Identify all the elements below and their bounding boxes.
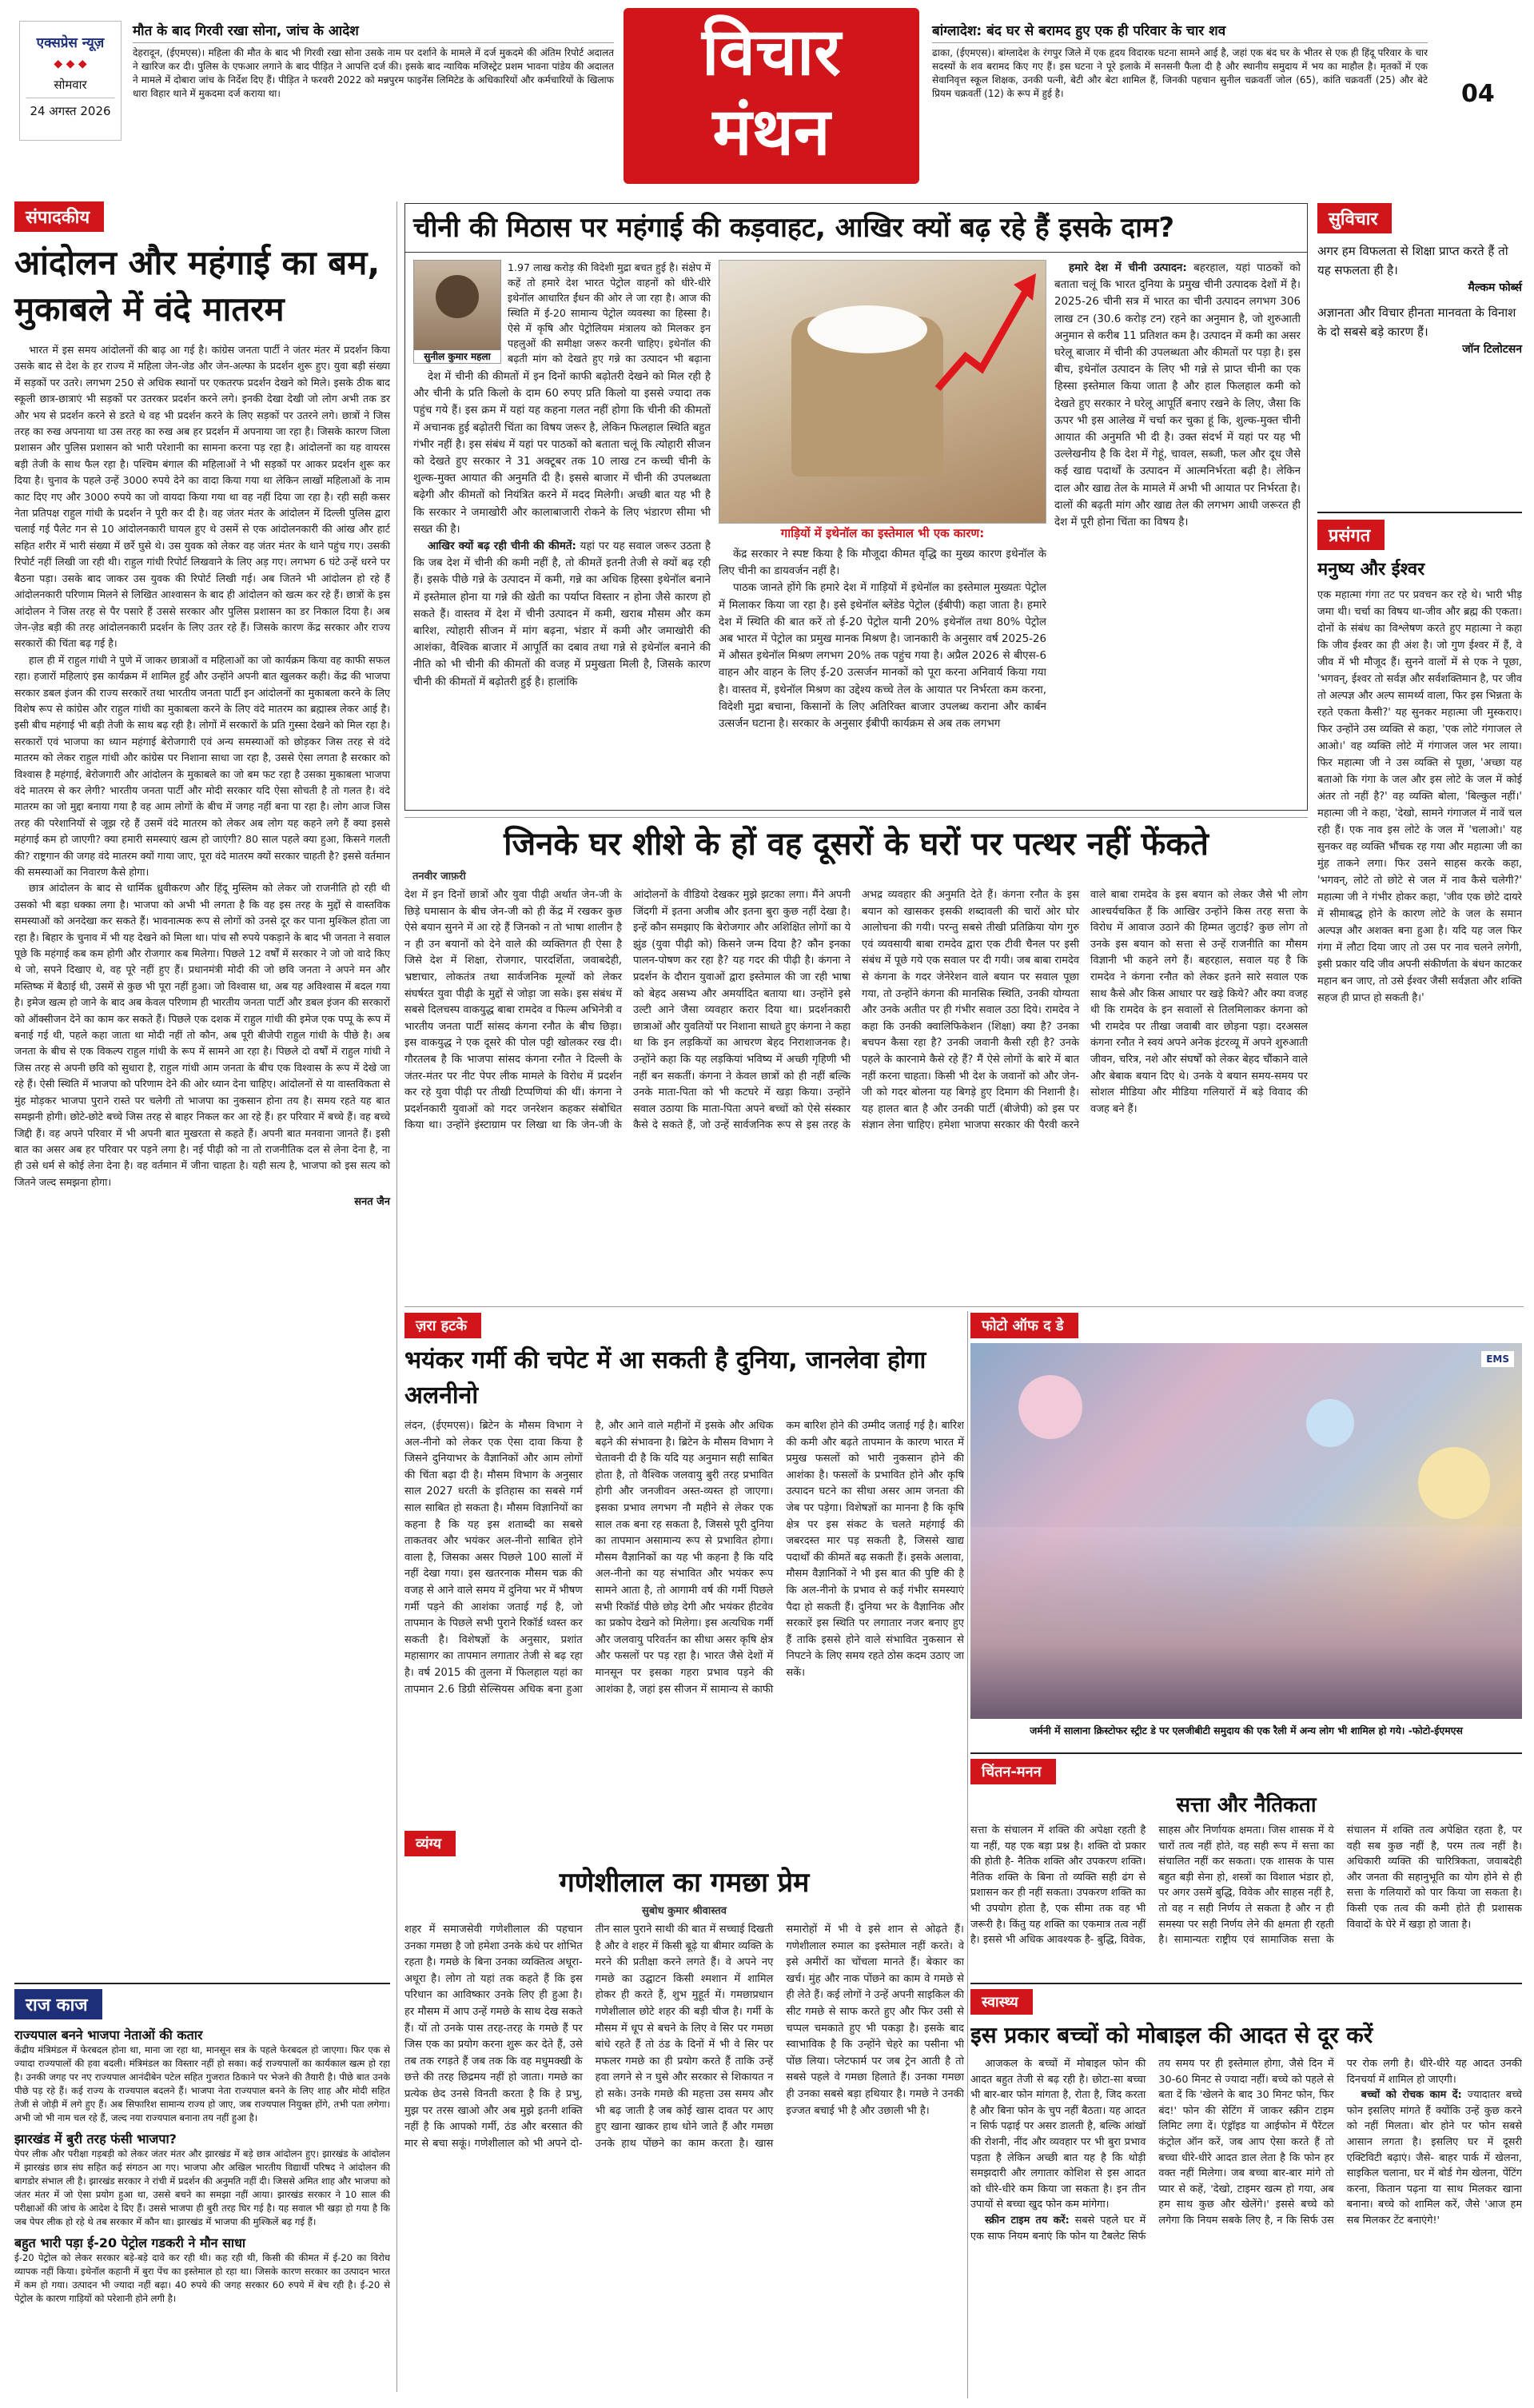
- lead-headline: चीनी की मिठास पर महंगाई की कड़वाहट, आखिर क्यों बढ़ रहे हैं इसके दाम?: [405, 204, 1307, 253]
- suvichar-box: [1317, 203, 1522, 507]
- swasthya-subhead: बच्चों को रोचक काम दें:: [1361, 2089, 1462, 2102]
- rajkaaj-item-text: केंद्रीय मंत्रिमंडल में फेरबदल होना था, माना जा रहा था, मानसून सत्र के पहले फेरबदल हो जाएगा। फिर एक से ज्यादा राज्यपालों की हवा बदली। मंत्रिमंडल का विस्तार नहीं हो सका। कई राज्यपालों का कार्यकाल खत्म हो रहा है। उनकी जगह पर नए राज्यपाल आनंदीबेन पटेल सहित गुजरात ठिकाने पर भेजने की तैयारी है। पीछे बात उनके पीछे पड़ रहे हैं। कई राज्य के राज्यपाल बदलने हैं। भाजपा नेता राज्यपाल बनने के लिए शाह और मोदी सहित तेजी से जोड़ी में लगे हुए हैं। अब सिफारिश सामान्य राज्य हो जाए, जब राज्यपाल नियुक्त होंगे, तभी पता लगेगा। अभी जो भी नाम चल रहे हैं, जल्द नया राज्यपाल बनाना तय नहीं हुआ है।: [14, 2044, 390, 2123]
- editorial-signature: सनत जैन: [354, 1196, 390, 1209]
- lead-text: 1.97 लाख करोड़ की विदेशी मुद्रा बचत हुई है। संक्षेप में कहें तो हमारे देश भारत पेट्रोल वाहनों को धीरे-धीरे इथेनॉल आधारित ईंधन की ओर ले जा रहा है। आज की स्थिति में ई-20 सामान्य पेट्रोल व्यवस्था का हिस्सा है। ऐसे में कृषि और पेट्रोलियम मंत्रालय को मिलकर इन पहलुओं की समीक्षा जरूर करनी चाहिए। इथेनॉल की बढ़ती मांग को देखते हुए गन्ने का उत्पादन भी बढ़ाना: [508, 261, 711, 365]
- chintan-tag: चिंतन-मनन: [970, 1759, 1056, 1784]
- lead-col2: [719, 546, 1046, 805]
- rajkaaj-item: [14, 2130, 390, 2229]
- quote-text: अज्ञानता और विचार हीनता मानवता के विनाश के दो सबसे बड़े कारण हैं।: [1317, 305, 1516, 339]
- swasthya-text: ज्यादातर बच्चे फोन इसलिए मांगते हैं क्योंकि उन्हें कुछ करने को नहीं मिलता। बोर होने पर फोन सबसे आसान लगता है। इसलिए घर में दूसरी एक्टिविटी बढ़ाएं। जैसे- बाहर पार्क में खेलना, साइकिल चलाना, घर में बोर्ड गेम खेलना, पेंटिंग करना, कितान पढ़ना या साथ मिलकर खाना बनाना। बच्चे को शामिल करें, जैसे 'आज हम सब मिलकर टेंट बनाएंगे!': [1346, 2089, 1522, 2227]
- heat-headline: भयंकर गर्मी की चपेट में आ सकती है दुनिया, जानलेवा होगा अलनीनो: [404, 1346, 926, 1409]
- glass-house-story: [404, 822, 1308, 1302]
- rajkaaj-item-title: बहुत भारी पड़ा ई-20 पेट्रोल गडकरी ने मौन साधा: [14, 2235, 246, 2251]
- issue-day: सोमवार: [54, 78, 87, 92]
- lead-text: बहरहाल, यहां पाठकों को बताता चलूं कि भारत दुनिया के प्रमुख चीनी उत्पादक देशों में है। 2025-26 चीनी सत्र में भारत का चीनी उत्पादन लगभग 306 लाख टन (30.6 करोड़ टन) रहने का अनुमान है, जो शुरुआती अनुमान से करीब 11 प्रतिशत कम है। उत्पादन में कमी का असर घरेलू बाजार में चीनी की उपलब्धता और कीमतों पर पड़ा है। इस बीच, इथेनॉल उत्पादन के लिए भी गन्ने से प्राप्त चीनी का एक हिस्सा इस्तेमाल किया जाता है और हाल फिलहाल कमी को देखते हुए सरकार ने घरेलू आपूर्ति बनाए रखने के लिए, जैसा कि ऊपर भी इस आलेख में चर्चा कर चुका हूं कि, शुल्क-मुक्त चीनी आयात की अनुमति भी दी है। उक्त संदर्भ में यहां पर यह भी उल्लेखनीय है कि देश में गेहूं, चावल, सब्जी, फल और दूध जैसे कई खाद्य पदार्थों के उत्पादन में आत्मनिर्भरता बढ़ी है। लेकिन दाल और खाद्य तेल के मामले में अभी भी आयात पर निर्भरता है। दालों की बढ़ती मांग और खाद्य तेल की लगभग आधी जरूरत ही देश में पूरी होना चिंता का विषय है।: [1054, 262, 1301, 529]
- brand-ornament-icon: ◆ ◆ ◆: [54, 58, 87, 70]
- avatar: [436, 275, 479, 318]
- editorial-section: [14, 201, 390, 2048]
- sugar-photo: [719, 260, 1046, 524]
- rajkaaj-item-title: राज्यपाल बनने भाजपा नेताओं की कतार: [14, 2027, 203, 2043]
- vichar-manthan-logo: [624, 8, 919, 184]
- lead-text: यहां पर यह सवाल जरूर उठता है कि जब देश में चीनी की कमी नहीं है, तो कीमतें इतनी तेजी से क्यों बढ़ रही हैं। इसके पीछे गन्ने के उत्पादन में कमी, गन्ने का अधिक हिस्सा इथेनॉल बनाने में इस्तेमाल होना या गन्ने की खेती का पर्याप्त विस्तार न होना जैसे कारण हो सकते हैं। वास्तव में देश में चीनी उत्पादन में कमी, खराब मौसम और कम बारिश, त्योहारी सीजन में मांग बढ़ना, भंडार में कमी और जमाखोरी की आशंका, वैश्विक बाजार में आपूर्ति का दबाव तथा गन्ने से इथेनॉल बनाने की नीति को भी चीनी की कीमतों की वजह में प्रमुखता मिली है, जिसके कारण चीनी की कीमतों में बढ़ोतरी हुई है। हालांकि: [413, 540, 711, 688]
- glass-house-body: देश में इन दिनों छात्रों और युवा पीढ़ी अर्थात जेन-जी के छिड़े घमासान के बीच जेन-जी को ही केंद्र में रखकर कुछ ऐसे बयान सुनने में आ रहे हैं जिनको न तो भाषा शालीन है न ही उन बयानों को देने वाले की व्यक्तिगत ही ऐसा है जिसे देश में शिक्षा, रोजगार, पारदर्शिता, जवाबदेही, भ्रष्टाचार, लोकतंत्र तथा सार्वजनिक मूल्यों को लेकर संघर्षरत युवा पीढ़ी के मुद्दों से जोड़ा जा सके। इस संबंध में सबसे दिलचस्प वाकयुद्ध बाबा रामदेव व फिल्म अभिनेत्री व भारतीय जनता पार्टी सांसद कंगना रनौत के बीच छिड़ा। इस वाकयुद्ध ने एक दूसरे की पोल पट्टी खोलकर रख दी। गौरतलब है कि भाजपा सांसद कंगना रनौत ने दिल्ली के जंतर-मंतर पर नीट पेपर लीक मामले के विरोध में प्रदर्शन कर रहे युवा पीढ़ी पर तीखी टिप्पणियां की थीं। कंगना ने प्रदर्शनकारी युवाओं को गदर जनरेशन कहकर संबोधित किया था। उन्होंने इंस्टाग्राम पर लिखा था कि जेन-जी के आंदोलनों के वीडियो देखकर मुझे झटका लगा। मैंने अपनी जिंदगी में इतना अजीब और इतना बुरा कुछ नहीं देखा है। इन्हें कौन समझाए कि बेरोजगार और अशिक्षित लोगों का ये झुंड (युवा पीढ़ी को) किसने जन्म दिया है? कौन इनका पालन-पोषण कर रहा है? यह गदर की पीढ़ी है। कंगना ने प्रदर्शन के दौरान युवाओं द्वारा इस्तेमाल की जा रही भाषा को बेहद असभ्य और अमर्यादित बताया था। उन्होंने इसे उल्टी आने जैसा व्यवहार करार दिया था। प्रदर्शनकारी छात्राओं और युवतियों पर निशाना साधते हुए कंगना ने कहा था कि इन लड़कियों का आचरण बेहद निराशाजनक है। उन्होंने कहा कि यह लड़कियां भविष्य में अच्छी गृहिणी भी नहीं बन सकतीं। कंगना ने केवल छात्रों को ही नहीं बल्कि उनके माता-पिता को भी कटघरे में खड़ा किया। उन्होंने सवाल उठाया कि माता-पिता अपने बच्चों को ऐसे संस्कार कैसे दे सकते हैं, जो उन्हें सार्वजनिक रूप से इस तरह के अभद्र व्यवहार की अनुमति देते हैं। कंगना रनौत के इस बयान को खासकर इसकी शब्दावली की चारों ओर घोर आलोचना की गयी। परन्तु सबसे तीखी प्रतिक्रिया योग गुरु एवं व्यवसायी बाबा रामदेव द्वारा एक टीवी चैनल पर इसी संबंध में पूछे गये एक सवाल पर दी गयी। जब बाबा रामदेव से कंगना के गदर जेनेरेशन वाले बयान पर सवाल पूछा गया, तो उन्होंने कंगना की मानसिक स्थिति, उनकी योग्यता और उनके अतीत पर ही गंभीर सवाल उठा दिये। रामदेव ने कहा कि उनकी क्वालिफिकेशन (शिक्षा) क्या है? उनका बचपन कैसा रहा है? उनकी जवानी कैसी रही है? उनके पहले के कारनामे कैसे रहे हैं? मैं ऐसे लोगों के बारे में बात नहीं करना चाहता। किसी भी देश के जवानों को और जेन-जी को गदर बोलना यह बिगड़े हुए दिमाग की निशानी है। यह हालत बात है और उनकी पार्टी (बीजेपी) को इस पर संज्ञान लेना चाहिए। हमेशा भाजपा सरकार की पैरवी करने वाले बाबा रामदेव के इस बयान को लेकर जैसे भी लोग आश्चर्यचकित हैं कि आखिर उन्होंने किस तरह सत्ता के विरोध में आवाज उठाने की हिम्मत जुटाई? कुछ लोग तो उनके इस बयान को सत्ता से उन्हें राजनीति का मौसम विज्ञानी भी कहने लगे हैं। बहरहाल, सवाल यह है कि रामदेव ने कंगना रनौत को लेकर इतने सारे सवाल एक साथ कैसे और किस आधार पर खड़े किये? और क्या वजह थी कि रामदेव के इन सवालों से तिलमिलाकर कंगना को भी रामदेव पर तीखा जवाबी वार छोड़ना पड़ा। दरअसल कंगना रनौत ने स्वयं अपने अनेक इंटरव्यू में अपने शुरुआती जीवन, चरित्र, नशे और संघर्षों को लेकर बेहद चौंकाने वाले और बेबाक बयान दिए थे। उनके ये बयान समय-समय पर सोशल मीडिया और मीडिया गलियारों में बड़े विवाद की वजह बने हैं।: [404, 889, 1308, 1132]
- section-divider: [404, 817, 1308, 818]
- swasthya-paragraph: आजकल के बच्चों में मोबाइल फोन की आदत बहुत तेजी से बढ़ रही है। छोटा-सा बच्चा भी बार-बार फोन मांगता है, रोता है, जिद करता है और बिना फोन के चुप नहीं बैठता। यह आदत न सिर्फ पढ़ाई पर असर डालती है, बल्कि आंखों की रोशनी, नींद और व्यवहार पर भी बुरा प्रभाव पड़ता है लेकिन अच्छी बात यह है कि थोड़ी समझदारी और लगातार कोशिश से इस आदत को धीरे-धीरे कम किया जा सकता है। इन तीन उपायों से बच्चा खुद फोन कम मांगेगा।: [970, 2058, 1146, 2211]
- heat-body: लंदन, (ईएमएस)। ब्रिटेन के मौसम विभाग ने अल-नीनो को लेकर एक ऐसा दावा किया है जिसने दुनियाभर के वैज्ञानिकों और आम लोगों की चिंता बढ़ा दी है। मौसम विभाग के अनुसार साल 2027 धरती के इतिहास का सबसे गर्म साल साबित हो सकता है। मौसम विज्ञानियों का कहना है कि यह इस शताब्दी का सबसे ताकतवर और भयंकर अल-नीनो साबित होने वाला है, जिसका असर पिछले 100 सालों में नहीं देखा गया। इस खतरनाक मौसम चक्र की वजह से आने वाले समय में दुनिया भर में भीषण गर्मी पड़ने की आशंका जताई गई है, जो तापमान के पिछले सभी पुराने रिकॉर्ड ध्वस्त कर सकती है। विशेषज्ञों के अनुसार, प्रशांत महासागर का तापमान लगातार तेजी से बढ़ रहा है। वर्ष 2015 की तुलना में फिलहाल यहां का तापमान 2.6 डिग्री सेल्सियस अधिक बना हुआ है, और आने वाले महीनों में इसके और अधिक बढ़ने की संभावना है। ब्रिटेन के मौसम विभाग ने चेतावनी दी है कि यदि यह अनुमान सही साबित होता है, तो वैश्विक जलवायु बुरी तरह प्रभावित होगी और जनजीवन अस्त-व्यस्त हो जाएगा। इसका प्रभाव लगभग नौ महीने से लेकर एक साल तक बना रह सकता है, जिससे पूरी दुनिया का तापमान असामान्य रूप से प्रभावित होगा। मौसम वैज्ञानिकों का यह भी कहना है कि यदि अल-नीनो का यह संभावित और भयंकर रूप सामने आता है, तो आगामी वर्ष की गर्मी पिछले सभी रिकॉर्ड पीछे छोड़ देगी और भयंकर हीटवेव का प्रकोप देखने को मिलेगा। इस अत्यधिक गर्मी और जलवायु परिवर्तन का सीधा असर कृषि क्षेत्र और फसलों पर पड़ रहा है। भारत जैसे देशों में मानसून पर इसका गहरा प्रभाव पड़ने की आशंका है, जहां इस सीजन में सामान्य से काफी कम बारिश होने की उम्मीद जताई गई है। बारिश की कमी और बढ़ते तापमान के कारण भारत में प्रमुख फसलों को भारी नुकसान होने की आशंका है। फसलों के प्रभावित होने और कृषि उत्पादन घटने का सीधा असर आम जनता की जेब पर पड़ेगा। विशेषज्ञों का मानना है कि कृषि क्षेत्र पर इस संकट के चलते महंगाई की जबरदस्त मार पड़ सकती है, जिससे खाद्य पदार्थों की कीमतें बढ़ सकती हैं। इसके अलावा, मौसम वैज्ञानिकों ने भी इस बात की पुष्टि की है कि अल-नीनो के प्रभाव से कई गंभीर समस्याएं पैदा हो सकती हैं। दुनिया भर के वैज्ञानिक और सरकारें इस स्थिति पर लगातार नजर बनाए हुए हैं ताकि इससे होने वाले संभावित नुकसान से निपटने के लिए समय रहते ठोस कदम उठाए जा सकें।: [404, 1420, 964, 1696]
- right-brief-text: ढाका, (ईएमएस)। बांग्लादेश के रंगपुर जिले में एक हृदय विदारक घटना सामने आई है, जहां एक बंद घर के भीतर से एक ही हिंदू परिवार के चार सदस्यों के शव बरामद किए गए हैं। इस घटना ने पूरे इलाके में सनसनी फैला दी है और स्थानीय समुदाय में भय का माहौल है। मृतकों में एक सेवानिवृत्त स्कूल शिक्षक, उनकी पत्नी, बेटी और बेटा शामिल हैं, जिनकी पहचान सुनील चक्रवर्ती जोल (65), कांति चक्रवर्ती (25) और बेटे प्रियम चक्रवर्ती (12) के रूप में हुई है।: [932, 47, 1428, 99]
- left-brief-title: मौत के बाद गिरवी रखा सोना, जांच के आदेश: [133, 21, 614, 43]
- prasang-body: एक महात्मा गंगा तट पर प्रवचन कर रहे थे। भारी भीड़ जमा थी। चर्चा का विषय था-जीव और ब्रह्म की एकता। दोनों के संबंध का विश्लेषण करते हुए महात्मा ने कहा कि जीव ईश्वर का ही अंश है। जो गुण ईश्वर में हैं, वे जीव में भी मौजूद हैं। सुनने वालों में से एक ने पूछा, 'भगवन्, ईश्वर तो सर्वज्ञ और सर्वशक्तिमान है, पर जीव तो अल्पज्ञ और अल्प सामर्थ्य वाला, फिर इस भिन्नता के रहते एकता कैसी?' यह सुनकर महात्मा जी मुस्कराए। फिर उन्होंने उस व्यक्ति से कहा, 'एक लोटे गंगाजल ले आओ।' वह व्यक्ति लोटे में गंगाजल जल भर लाया। फिर महात्मा जी ने उस व्यक्ति से पूछा, 'अच्छा यह बताओ कि गंगा के जल और इस लोटे के जल में कोई अंतर तो नहीं है?' वह व्यक्ति बोला, 'बिल्कुल नहीं।' महात्मा जी ने कहा, 'देखो, सामने गंगाजल में नावें चल रही हैं। एक नाव इस लोटे के जल में 'चलाओ।' यह सुनकर वह व्यक्ति भौंचक रह गया और महात्मा जी का मुंह ताकने लगा। फिर उसने साहस करके कहा, 'भगवन्, लोटे तो छोटे से जल में नाव कैसे चलेगी?' महात्मा जी ने गंभीर होकर कहा, 'जीव एक छोटे दायरे में सीमाबद्ध होने के कारण लोटे के जल के समान अल्पज्ञ और अशक्त बना हुआ है। यदि यह जल फिर गंगा में लौटा दिया जाए तो उस पर नाव चलने लगेगी, इसी प्रकार यदि जीव अपनी संकीर्णता के बंधन काटकर महान बन जाए, तो उसे ईश्वर जैसी सर्वज्ञता और शक्ति सहज ही प्राप्त हो सकती है।': [1317, 589, 1522, 1004]
- glass-house-author: तनवीर जाफ़री: [412, 871, 466, 883]
- balloon-shape: [1306, 1399, 1354, 1447]
- chintan-headline: सत्ता और नैतिकता: [1176, 1793, 1317, 1817]
- editorial-body: [14, 342, 390, 1190]
- photo-caption: गाड़ियों में इथेनॉल का इस्तेमाल भी एक कारण:: [780, 526, 985, 540]
- gamchha-headline: गणेशीलाल का गमछा प्रेम: [559, 1867, 810, 1899]
- lead-col1-top: [508, 260, 711, 365]
- swasthya-paragraph: [1347, 2087, 1522, 2228]
- logo-line1: विचार: [702, 14, 841, 90]
- right-brief: [932, 21, 1428, 147]
- quote-author: जॉन टिलोटसन: [1462, 343, 1522, 356]
- swasthya-text: सबसे पहले घर में एक साफ नियम बनाएं कि फोन या टैबलेट सिर्फ तय समय पर ही इस्तेमाल होगा, जैसे दिन में 30-60 मिनट से ज्यादा नहीं। बच्चे को पहले से बता दें कि 'खेलने के बाद 30 मिनट फोन, फिर बंद!' फोन की सेटिंग में जाकर स्क्रीन टाइम लिमिट लगा दें। एंड्रॉइड या आईफोन में पैरेंटल कंट्रोल ऑन करें, जब आप ऐसा करते हैं तो बच्चा धीरे-धीरे आदत डाल लेता है कि फोन हर वक्त नहीं मिलेगा। जब बच्चा बार-बार मांगे तो प्यार से कहें, 'देखो, टाइमर खत्म हो गया, अब हम साथ कुछ और खेलेंगे।' इससे बच्चे को लगेगा कि नियम सबके लिए है, न कि सिर्फ उस पर रोक लगी है। धीरे-धीरे यह आदत उनकी दिनचर्या में शामिल हो जाएगी।: [970, 2058, 1522, 2243]
- swasthya-section: [970, 1983, 1522, 2398]
- editorial-tag: संपादकीय: [14, 201, 104, 232]
- photo-caption: जर्मनी में सालाना क्रिस्टोफर स्ट्रीट डे पर एलजीबीटी समुदाय की एक रैली में अन्य लोग भी शामिल हो गये। -फोटो-ईएमएस: [1030, 1724, 1463, 1736]
- lead-paragraph: पाठक जानते होंगे कि हमारे देश में गाड़ियों में इथेनॉल का इस्तेमाल मुख्यतः पेट्रोल में मिलाकर किया जा रहा है। इसे इथेनॉल ब्लेंडेड पेट्रोल (ईबीपी) कहा जाता है। हमारे देश में स्थिति की बात करें तो ई-20 पेट्रोल यानी 20% इथेनॉल तथा 80% पेट्रोल अब भारत में पेट्रोल का प्रमुख मानक मिश्रण है। जानकारी के अनुसार वर्ष 2025-26 में औसत इथेनॉल मिश्रण लगभग 20% तक पहुंच गया है। अप्रैल 2026 से बीएस-6 वाहन और वाहन के लिए ई-20 उत्सर्जन मानकों को पूरा करना अनिवार्य किया गया है। वास्तव में, इथेनॉल मिश्रण का उद्देश्य कच्चे तेल के आयात पर निर्भरता कम करना, विदेशी मुद्रा बचाना, किसानों के लिए अतिरिक्त बाजार उपलब्ध कराना और कार्बन उत्सर्जन घटाना है। सरकार के अनुसार ईबीपी कार्यक्रम से अब तक लगभग: [719, 582, 1046, 731]
- masthead: [0, 0, 1534, 200]
- glass-house-headline: जिनके घर शीशे के हों वह दूसरों के घरों पर पत्थर नहीं फेंकते: [504, 826, 1209, 863]
- issue-date: 24 अगस्त 2026: [26, 98, 114, 119]
- author-name-tag: सुनील कुमार महला: [414, 350, 500, 363]
- quote-text: अगर हम विफलता से शिक्षा प्राप्त करते हैं तो यह सफलता ही है।: [1317, 244, 1508, 277]
- rajkaaj-tag: राज काज: [14, 1989, 102, 2019]
- author-photo: [413, 260, 501, 364]
- photo-of-day: [970, 1313, 1522, 1744]
- balloon-shape: [1418, 1447, 1490, 1519]
- prasang-tag: प्रसंगत: [1317, 520, 1385, 550]
- crowd-shape: [970, 1527, 1522, 1719]
- editorial-paragraph: भारत में इस समय आंदोलनों की बाढ़ आ गई है। कांग्रेस जनता पार्टी ने जंतर मंतर में प्रदर्शन किया उसके बाद से देश के हर राज्य में महिला जेन-जेड और जेन-अल्फा के प्रदर्शन शुरू हुए। युवा बड़ी संख्या में सड़कों पर उतरे। लगभग 250 से अधिक स्थानों पर एकतरफ प्रदर्शन देखने को मिले। इसके ठीक बाद स्कूली छात्र-छात्राएं भी सड़कों पर उतरकर प्रदर्शन करने लगे। इनकी देखा देखी जो लोग अभी तक डर और भय से प्रदर्शन करने से डरते थे वह भी प्रदर्शन करने के लिए सड़कों पर उतरने लगे। छात्रों ने जिस तरह का रुख अपनाया था उस तरह का रुख अब हर प्रदर्शन में अपनाया जा रहा है। जिसके कारण जिला प्रशासन और पुलिस प्रशासन को भारी परेशानी का सामना करना पड़ रहा है। आंदोलनों का यह वायरस बड़ी तेजी के साथ फैल रहा है। पश्चिम बंगाल की महिलाओं ने भी सड़कों पर आकर प्रदर्शन शुरू कर दिया है। चुनाव के पहले उन्हें 3000 रुपये देने का वादा किया गया था लेकिन लाखों महिलाओं के नाम काट दिए गए और 3000 रुपये का जो वायदा किया गया था वह नहीं दिया जा रहा है। रही सही कसर नेता प्रतिपक्ष राहुल गांधी के प्रदर्शन ने पूरी कर दी है। वह जंतर मंतर के आंदोलन में दिल्ली पुलिस द्वारा चलाई गई पैलेट गन से 10 आंदोलनकारी घायल हुए थे उसमें से एक आंदोलनकारी की आंख और हार्ट सहित शरीर में भारी संख्या में छर्रे घुसे थे। उस युवक को लेकर वह जंतर मंतर के थाने पहुंच गए। उसकी रिपोर्ट नहीं लिखी जा रही थी। राहुल गांधी रिपोर्ट लिखवाने के लिए अड़ गए। लगभग 6 घंटे उन्हें धरने पर बैठना पड़ा। उसके बाद जाकर उस युवक की रिपोर्ट लिखी गई। अब जितने भी आंदोलन हो रहे हैं आंदोलनकारी परिणाम मिलने से लिखित आश्वासन के बाद ही आंदोलन को खत्म कर रहे हैं। छात्रों के इस आंदोलन ने जिस तरह से पैर पसारे हैं उससे सरकार और पुलिस प्रशासन का डर निकाल दिया है। अब जेन-ज़ेड बड़ी की तरह आंदोलनकारी प्रदर्शन के लिए उतर रहे हैं। जिसके कारण केंद्र सरकार और राज्य सरकारों की चिंता बढ़ गई है।: [14, 344, 390, 650]
- column-divider: [396, 201, 397, 2392]
- swasthya-headline: इस प्रकार बच्चों को मोबाइल की आदत से दूर करें: [970, 2022, 1373, 2048]
- lead-col3: [1054, 260, 1301, 805]
- rajkaaj-item: [14, 2026, 390, 2125]
- brand-box: [19, 21, 122, 141]
- brand-name: एक्सप्रेस न्यूज़: [36, 35, 105, 51]
- left-brief-text: देहरादून, (ईएमएस)। महिला की मौत के बाद भी गिरवी रखा सोना उसके नाम पर दर्शाने के मामले में दर्ज मुकदमे की अंतिम रिपोर्ट अदालत ने खारिज कर दी। पुलिस के एफआर लगाने के बाद पीड़ित ने आपत्ति दर्ज की। इसके बाद न्यायिक मजिस्ट्रेट प्रशम भावना पांडेय की अदालत ने मामले में दोबारा जांच के निर्देश दिए हैं। पीड़ित ने फरवरी 2022 को मन्नपुरम फाइनेंस लिमिटेड के अधिकारियों और कर्मचारियों के खिलाफ धारा विहार थाने में मुकदमा दर्ज कराया था।: [133, 47, 614, 99]
- heat-story: [404, 1313, 964, 1824]
- column-divider: [967, 1311, 968, 2398]
- lead-subhead: हमारे देश में चीनी उत्पादन:: [1069, 262, 1187, 274]
- gamchha-tag: व्यंग्य: [404, 1831, 456, 1856]
- lead-subhead: आखिर क्यों बढ़ रही चीनी की कीमतें:: [428, 540, 576, 553]
- balloon-shape: [1018, 1375, 1082, 1439]
- rajkaaj-item-text: ई-20 पेट्रोल को लेकर सरकार बड़े-बड़े दावे कर रही थी। कह रही थी, किसी की कीमत में ई-20 का विरोध व्यापक नहीं किया। इथेनॉल कहानी में बुरा पेंच का इस्तेमाल हो रहा था। जिसके कारण सरकार का उत्पादन भारत में कम हो गया। उत्पादन भी ज्यादा नहीं बढ़ा। 40 रुपये की जगह सरकार 60 रुपये में बेच रही है। ई-20 से पेट्रोल के कारण गाड़ियों को परेशानी होने लगी है।: [14, 2252, 390, 2304]
- ems-badge: EMS: [1481, 1351, 1514, 1367]
- editorial-headline: आंदोलन और महंगाई का बम, मुकाबले में वंदे मातरम: [14, 243, 381, 329]
- quote-author: मैल्कम फोर्ब्स: [1468, 281, 1522, 294]
- parade-photo: [970, 1343, 1522, 1719]
- chintan-body: सत्ता के संचालन में शक्ति की अपेक्षा रहती है या नहीं, यह एक बड़ा प्रश्न है। शक्ति दो प्रकार की होती है- नैतिक शक्ति और उपकरण शक्ति। नैतिक शक्ति के बिना तो व्यक्ति सही ढंग से प्रशासन कर ही नहीं सकता। उपकरण शक्ति का भी उपयोग होता है, एक सीमा तक वह भी जरूरी है। किंतु यह शक्ति का एकमात्र तत्व नहीं है। इससे भी अधिक आवश्यक है- बुद्धि, विवेक, साहस और निर्णायक क्षमता। जिस शासक में ये चारों तत्व नहीं होते, वह सही रूप में सत्ता का संचालित नहीं कर सकता। एक शासक के पास बहुत बड़ी सेना हो, शस्त्रों का विशाल भंडार हो, पर अगर उसमें बुद्धि, विवेक और साहस नहीं है, तो वह न सही निर्णय ले सकता है और न ही समस्या पर सही निर्णय लेने की क्षमता ही रहती है। सामान्यतः राष्ट्रीय एवं सामाजिक सत्ता के संचालन में शक्ति तत्व अपेक्षित रहता है, पर वही सब कुछ नहीं है, परम तत्व नहीं है। अधिकारी व्यक्ति की चारित्रिकता, जवाबदेही और जनता की सहानुभूति का योग होने से ही सत्ता के गलियारों को पार किया जा सकता है। किसी एक तत्व की कमी होते ही प्रशासक विवादों के घेरे में खड़ा हो जाता है।: [970, 1824, 1522, 1947]
- rajkaaj-item-text: पेपर लीक और परीक्षा गड़बड़ी को लेकर जंतर मंतर और झारखंड में बड़े छात्र आंदोलन हुए। झारखंड के आंदोलन में झारखंड छात्र संघ सहित कई संगठन आ गए। भाजपा और अखिल भारतीय विद्यार्थी परिषद ने आंदोलन की बागडोर संभाल ली है। झारखंड सरकार ने रांची में प्रदर्शन की अनुमति नहीं दी। जिससे अमित शाह और भाजपा को जंतर मंतर में जो ऐसा प्रयोग हुआ था, उससे बचने का समझा नहीं आया। झारखंड सरकार ने 10 साल की परीक्षाओं की जांच के आदेश दे दिए हैं। उससे भाजपा ही बुरी तरह घिर गई है। यह सवाल भी खड़ा हो गया है कि जब पेपर लीक हो रहे थे तब सरकार में कौन था। झारखंड में भाजपा की मुश्किलें बढ़ गई हैं।: [14, 2148, 390, 2227]
- editorial-paragraph: छात्र आंदोलन के बाद से धार्मिक ध्रुवीकरण और हिंदू मुस्लिम को लेकर जो राजनीति हो रही थी उसको भी बड़ा धक्का लगा है। भाजपा को अभी भी लगता है कि वह इस तरह के मुद्दों से वास्तविक समस्याओं को अनदेखा कर सकते हैं। भावनात्मक रूप से लोगों को उनसे दूर कर पाना मुश्किल होता जा रहा है। बिहार के चुनाव में भी यह देखने को मिला था। पांच सौ रुपये पकड़ाने के बाद भी जनता ने सवाल पूछे कि महंगाई कब कम होगी और रोजगार कब मिलेगा। पिछले 12 वर्षों में सरकार ने जो जो वादे किए थे जो, सपने दिखाए थे, वह पूरे नहीं हुए हैं। प्रधानमंत्री मोदी की जो छवि जनता ने अपने मन और मस्तिष्क में बैठाई थी, उसमें से कुछ भी पूरा नहीं हुआ। जो विश्वास था, अब यह अविश्वास में बदल गया है। इमेज खत्म हो जाने के बाद अब केवल परिणाम ही भारतीय जनता पार्टी और डबल इंजन की सरकारों को ऑक्सीजन देने का काम कर सकते हैं। पिछले एक दशक में राहुल गांधी की इमेज एक पप्पू के रूप में बनाई गई थी, पहले कहा जाता था मोदी नहीं तो कौन, अब पूरी बीजेपी राहुल गांधी के पीछे है। अब जनता के बीच से एक विकल्प राहुल गांधी के रूप में सामने आ रहा है। पिछले दो वर्षों में राहुल गांधी ने जिस तरह से अपनी छवि को सुधारा है, राहुल गांधी आम जनता के बीच एक विश्वास के रूप में देखे जा रहे हैं। ऐसी स्थिति में भाजपा को परिणाम देने की ओर ध्यान देना चाहिए। आंदोलनों से या वास्तविकता से मुंह मोड़कर भाजपा पुराने रास्ते पर चलेगी तो भाजपा का नुकसान होना तय है। समय रहते यह बात समझनी होगी। छोटे-छोटे बच्चे जिस तरह से बाहर निकल कर आ रहे हैं। हर परिवार में बच्चे हैं। वह बच्चे जिद्दी हैं। वह अपने परिवार में भी अपनी बात मुखरता से कहते हैं। अपनी बात मनवाना जानते हैं। इसी बात का असर अब हर परिवार पर पड़ने लगा है। नई पीढ़ी को ना तो राजनीतिक दल से लेना देना है, ना ही उसे धर्म से कोई लेना देना है। वह वर्तमान में जीना चाहता है। यही सत्य है, भाजपा को इस सत्य को जितने जल्द समझना होगा।: [14, 882, 390, 1188]
- rising-arrow-icon: [934, 269, 1038, 397]
- lead-paragraph: देश में चीनी की कीमतों में इन दिनों काफी बढ़ोतरी देखने को मिल रही है और चीनी के प्रति किलो के दाम 60 रुपए प्रति किलो या इससे ज्यादा तक पहुंच गये हैं। इस क्रम में यहां यह कहना गलत नहीं होगा कि चीनी की कीमतों में अचानक हुई बढ़ोतरी चिंता का विषय जरूर है, लेकिन फिलहाल स्थिति बहुत गंभीर नहीं है। इस संबंध में यहां पर पाठकों को बताता चलूं कि त्योहारी सीजन को देखते हुए सरकार ने 31 अक्टूबर तक 10 लाख टन कच्ची चीनी के शुल्क-मुक्त आयात की अनुमति दी है। इससे बाजार में चीनी की उपलब्धता बढ़ेगी और कीमतों को नियंत्रित करने में मदद मिलेगी। अच्छी बात यह भी है कि सरकार ने जमाखोरी और कालाबाजारी रोकने के लिए भंडारण सीमा भी सख्त की है।: [413, 371, 711, 536]
- lead-story: [404, 203, 1308, 811]
- chintan-section: [970, 1752, 1522, 1976]
- swasthya-tag: स्वास्थ्य: [970, 1989, 1033, 2015]
- logo-line2: मंथन: [712, 94, 831, 170]
- rajkaaj-section: [14, 1983, 390, 2398]
- gamchha-story: [404, 1831, 964, 2398]
- section-divider: [404, 1306, 1524, 1307]
- page-number: 04: [1461, 80, 1495, 108]
- gamchha-body: शहर में समाजसेवी गणेशीलाल की पहचान उनका गमछा है जो हमेशा उनके कंधे पर शोभित रहता है। गमछे के बिना उनका व्यक्तित्व अधूरा-अधूरा है। लोग तो यहां तक कहते हैं कि इस परिधान का आविष्कार उनके लिए ही हुआ है। हर मौसम में आप उन्हें गमछे के साथ देख सकते हैं। यों तो उनके पास तरह-तरह के गमछे हैं पर जिस एक का प्रयोग करना शुरू कर देते हैं, उसे तब तक रगड़ते हैं जब तक कि वह मधुमक्खी के छत्ते की तरह छिद्रमय नहीं हो जाता। गमछे का प्रत्येक छेद उनसे विनती करता है कि हे प्रभु, मुझ पर तरस खाओ और अब मुझे इतनी शक्ति नहीं है कि आपको गर्मी, ठंड और बरसात की मार से बचा सकूं। गणेशीलाल को भी अपने दो-तीन साल पुराने साथी की बात में सच्चाई दिखती है और वे शहर में किसी बूढ़े या बीमार व्यक्ति के मरने की प्रतीक्षा करने लगते हैं। वे अपने नए गमछे का उद्घाटन किसी श्मशान में शामिल होकर ही करते हैं, शुभ मुहूर्त में। गमछाप्रधान गणेशीलाल छोटे शहर की बड़ी चीज है। गर्मी के मौसम में धूप से बचने के लिए वे सिर पर गमछा बांधे रहते हैं तो ठंड के दिनों में भी वे सिर पर मफलर गमछे का ही प्रयोग करते हैं ताकि उन्हें हवा लगने से न घुसे और सरकार से शिकायत न हो सके। उनके गमछे की महत्ता उस समय और भी बढ़ जाती है जब कोई खास दावत पर आए हुए खाना खाकर हाथ धोने जाते हैं और गमछा उनके हाथ पोंछने का काम करता है। खास समारोहों में भी वे इसे शान से ओढ़ते हैं। गणेशीलाल रुमाल का इस्तेमाल नहीं करते। वे इसे अमीरों का चोंचला मानते हैं। बेकार का खर्च। मुंह और नाक पोंछने का काम वे गमछे से ही लेते हैं। कई लोगों ने उन्हें अपनी साइकिल की सीट गमछे से साफ करते हुए और फिर उसी से चप्पल चमकाते हुए भी पकड़ा है। इसके बाद स्वाभाविक है कि उन्होंने चेहरे का पसीना भी पोंछ लिया। प्लेटफार्म पर जब ट्रेन आती है तो सबसे पहले वे गमछा हिलाते हैं। उनका गमछा ही उनका सबसे बड़ा हथियार है। गमछे ने उनकी इज्जत बचाई भी है और उछाली भी है।: [404, 1924, 964, 2150]
- heat-tag: ज़रा हटके: [404, 1313, 481, 1338]
- lead-paragraph: [413, 538, 711, 691]
- rajkaaj-item: [14, 2234, 390, 2306]
- rajkaaj-item-title: झारखंड में बुरी तरह फंसी भाजपा?: [14, 2131, 177, 2147]
- sugar-heap-icon: [807, 305, 927, 353]
- left-brief: [133, 21, 614, 147]
- swasthya-body: [970, 2056, 1522, 2392]
- editorial-paragraph: हाल ही में राहुल गांधी ने पुणे में जाकर छात्राओं व महिलाओं का जो कार्यक्रम किया वह काफी सफल रहा। हजारों महिलाएं इस कार्यक्रम में शामिल हुईं और उन्होंने अपनी बात खुलकर कही। केंद्र की भाजपा सरकार डबल इंजन की राज्य सरकारें तथा भारतीय जनता पार्टी इन आंदोलनों का मुकाबला करने के लिए विशेष रूप से कांग्रेस और राहुल गांधी का मुकाबला करने के लिए वंदे मातरम का ब्रह्मास्त्र लेकर आई है। इसी बीच महंगाई भी बड़ी तेजी के साथ बढ़ रही है। लोगों में सरकारों के प्रति गुस्सा देखने को मिल रहा है। सरकारों एवं भाजपा का ध्यान महंगाई बेरोजगारी एवं अन्य समस्याओं को छोड़कर जिस तरह से वंदे मातरम को लेकर राहुल गांधी और कांग्रेस पर निशाना साधा जा रहा है, उससे ऐसा लगता है सरकार को विश्वास है महंगाई, बेरोजगारी और आंदोलन के मुकाबले का जो बम फट रहा है उसका मुकाबला भाजपा वंदे मातरम से कर लेगी? भारतीय जनता पार्टी और मोदी सरकार यदि ऐसा सोचती है तो गलत है। वंदे मातरम का जो मुद्दा बनाया गया है वह आम लोगों के बीच में जगह नहीं बना पा रहा है। लोग आज जिस तरह की परेशानियों से जूझ रहे हैं उसमें वंदे मातरम को लेकर अब लोग यह कहने लगे हैं क्या इससे महंगाई कम हो जाएगी? क्या हमारी समस्याएं खत्म हो जाएंगी? 80 साल पहले क्या हुआ, किसने गलती की? राष्ट्रगान की जगह वंदे मातरम क्यों गाया जाए, पूरा वंदे मातरम क्यों सरकार चाहती है? इससे वर्तमान की समस्याओं का निवारण कैसे होगा।: [14, 653, 390, 878]
- swasthya-subhead: स्क्रीन टाइम तय करें:: [985, 2214, 1070, 2227]
- lead-col1: [413, 369, 711, 805]
- lead-paragraph: केंद्र सरकार ने स्पष्ट किया है कि मौजूदा कीमत वृद्धि का मुख्य कारण इथेनॉल के लिए चीनी का डायवर्जन नहीं है।: [719, 548, 1046, 578]
- right-brief-title: बांग्लादेश: बंद घर से बरामद हुए एक ही परिवार के चार शव: [932, 21, 1428, 43]
- lead-paragraph: [1054, 260, 1301, 531]
- prasang-headline: मनुष्य और ईश्वर: [1317, 560, 1425, 580]
- prasang-box: [1317, 512, 1522, 1311]
- suvichar-tag: सुविचार: [1317, 203, 1392, 233]
- photo-tag: फोटो ऑफ द डे: [970, 1313, 1078, 1338]
- gamchha-author: सुबोध कुमार श्रीवास्तव: [642, 1905, 727, 1917]
